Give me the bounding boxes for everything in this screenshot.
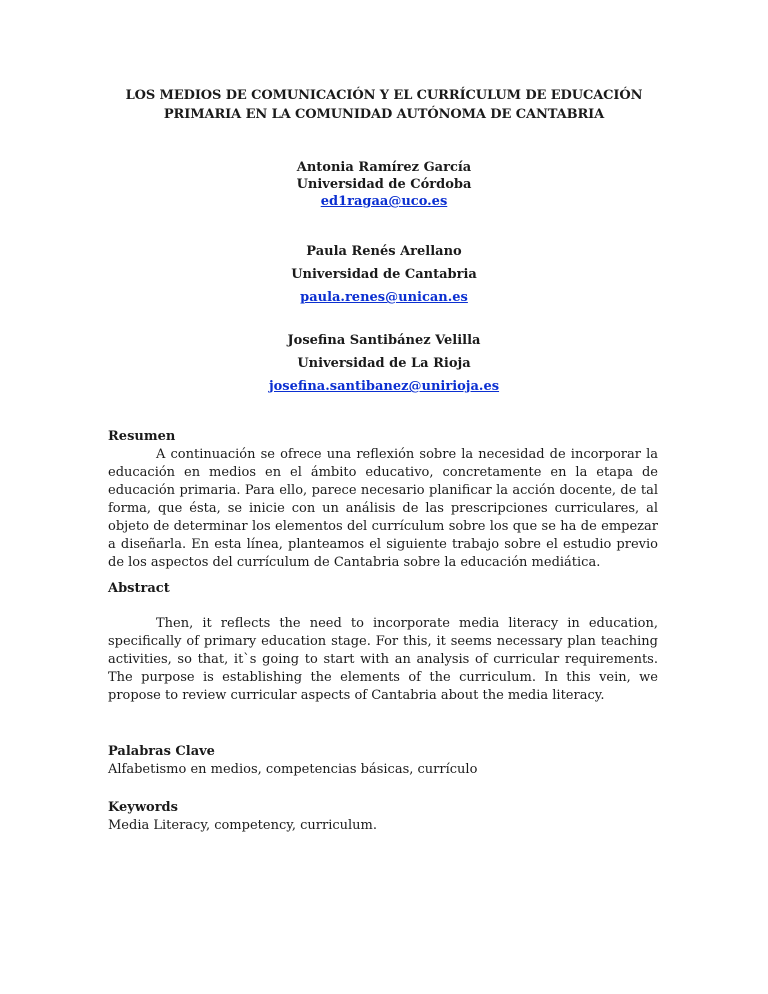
abstract-heading: Abstract [108,581,170,596]
resumen-heading: Resumen [108,429,176,444]
keywords-heading: Keywords [108,800,178,815]
author-email-link[interactable]: josefina.santibanez@unirioja.es [268,379,500,394]
author-name: Antonia Ramírez García [296,160,472,175]
author-email-link[interactable]: ed1ragaa@uco.es [320,194,448,209]
author-name: Paula Renés Arellano [306,244,462,259]
author-name: Josefina Santibánez Velilla [287,333,481,348]
paper-title [108,86,660,124]
author-block-1 [108,159,660,210]
author-block-2 [108,240,660,309]
author-affiliation: Universidad de Cantabria [291,267,477,282]
palabras-clave-text: Alfabetismo en medios, competencias básicas, currículo [108,762,478,777]
keywords-text: Media Literacy, competency, curriculum. [108,818,377,833]
author-affiliation: Universidad de Córdoba [296,177,472,192]
title-line-1: LOS MEDIOS DE COMUNICACIÓN Y EL CURRÍCULUM DE EDUCACIÓN [125,88,643,103]
title-line-2: PRIMARIA EN LA COMUNIDAD AUTÓNOMA DE CANTABRIA [163,107,605,122]
palabras-clave-heading: Palabras Clave [108,744,215,759]
abstract-paragraph: Then, it reflects the need to incorporate media literacy in education, specifically of primary education stage. For this, it seems necessary plan teaching activities, so that, it`s going to start with an analysis of curricular requirements. The purpose is establishing the elements of the curriculum. In this vein, we propose to review curricular aspects of Cantabria about the media literacy. [108,616,658,703]
author-email-link[interactable]: paula.renes@unican.es [300,290,468,305]
author-affiliation: Universidad de La Rioja [297,356,471,371]
author-block-3 [108,329,660,398]
resumen-paragraph: A continuación se ofrece una reflexión sobre la necesidad de incorporar la educación en medios en el ámbito educativo, concretamente en la etapa de educación primaria. Para ello, parece necesario planificar la acción docente, de tal forma, que ésta, se inicie con un análisis de las prescripciones curriculares, al objeto de determinar los elementos del currículum sobre los que se ha de empezar a diseñarla. En esta línea, planteamos el siguiente trabajo sobre el estudio previo de los aspectos del currículum de Cantabria sobre la educación mediática. [108,447,658,570]
